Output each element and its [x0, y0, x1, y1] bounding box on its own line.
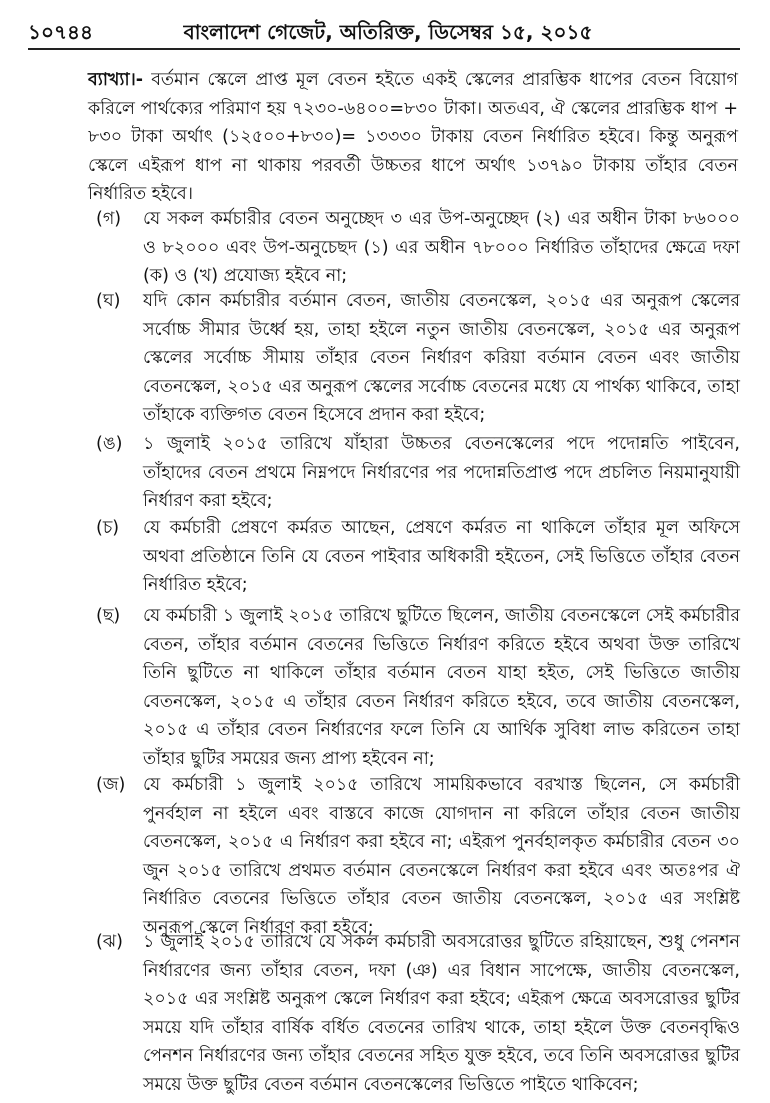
clause-label: (গ) [96, 209, 122, 229]
clause-text: ১ জুলাই ২০১৫ তারিখে যাঁহারা উচ্চতর বেতনস্কেলের পদে পদোন্নতি পাইবেন, তাঁহাদের বেতন প্রথমে নিম্নপদে নির্ধারণের পর পদোন্নতিপ্রাপ্ত পদে প্রচলিত নিয়মানুযায়ী নির্ধারণ করা হইবে; [143, 434, 740, 511]
explanation-label: ব্যাখ্যা।- [88, 70, 144, 90]
clause-text: যে কর্মচারী ১ জুলাই ২০১৫ তারিখে ছুটিতে ছিলেন, জাতীয় বেতনস্কেলে সেই কর্মচারীর বেতন, তাঁহার বর্তমান বেতনের ভিত্তিতে নির্ধারণ করিতে হইবে অথবা উক্ত তারিখে তিনি ছুটিতে না থাকিলে তাঁহার বর্তমান বেতন যাহা হইত, সেই ভিত্তিতে জাতীয় বেতনস্কেল, ২০১৫ এ তাঁহার বেতন নির্ধারণ করিতে হইবে, তবে জাতীয় বেতনস্কেল, ২০১৫ এ তাঁহার বেতন নির্ধারণের ফলে তিনি যে আর্থিক সুবিধা লাভ করিতেন তাহা তাঁহার ছুটির সময়ের জন্য প্রাপ্য হইবেন না; [143, 606, 740, 769]
clause-text: ১ জুলাই ২০১৫ তারিখে যে সকল কর্মচারী অবসরোত্তর ছুটিতে রহিয়াছেন, শুধু পেনশন নির্ধারণের জন্য তাঁহার বেতন, দফা (ঞ) এর বিধান সাপেক্ষে, জাতীয় বেতনস্কেল, ২০১৫ এর সংশ্লিষ্ট অনুরূপ স্কেলে নির্ধারণ করা হইবে; এইরূপ ক্ষেত্রে অবসরোত্তর ছুটির সময়ে যদি তাঁহার বার্ষিক বর্ধিত বেতনের তারিখ থাকে, তাহা হইলে উক্ত বেতনবৃদ্ধিও পেনশন নির্ধারণের জন্য তাঁহার বেতনের সহিত যুক্ত হইবে, তবে তিনি অবসরোত্তর ছুটির সময়ে উক্ত ছুটির বেতন বর্তমান বেতনস্কেলের ভিত্তিতে পাইতে থাকিবেন; [143, 932, 740, 1095]
running-title: বাংলাদেশ গেজেট, অতিরিক্ত, ডিসেম্বর ১৫, ২০১৫ [183, 20, 593, 44]
page-header [28, 14, 740, 50]
clause-label: (ঙ) [96, 434, 123, 454]
header-rule [28, 48, 740, 50]
clause-text: যে কর্মচারী প্রেষণে কর্মরত আছেন, প্রেষণে কর্মরত না থাকিলে তাঁহার মূল অফিসে অথবা প্রতিষ্ঠানে তিনি যে বেতন পাইবার অধিকারী হইতেন, সেই ভিত্তিতে তাঁহার বেতন নির্ধারিত হইবে; [143, 518, 740, 595]
clause-text: যে কর্মচারী ১ জুলাই ২০১৫ তারিখে সাময়িকভাবে বরখাস্ত ছিলেন, সে কর্মচারী পুনর্বহাল না হইলে এবং বাস্তবে কাজে যোগদান না করিলে তাঁহার বেতন জাতীয় বেতনস্কেল, ২০১৫ এ নির্ধারণ করা হইবে না; এইরূপ পুনর্বহালকৃত কর্মচারীর বেতন ৩০ জুন ২০১৫ তারিখে প্রথমত বর্তমান বেতনস্কেলে নির্ধারণ করা হইবে এবং অতঃপর ঐ নির্ধারিত বেতনের ভিত্তিতে তাঁহার বেতন জাতীয় বেতনস্কেল, ২০১৫ এর সংশ্লিষ্ট অনুরূপ স্কেলে নির্ধারণ করা হইবে; [143, 775, 740, 938]
clause-text: যদি কোন কর্মচারীর বর্তমান বেতন, জাতীয় বেতনস্কেল, ২০১৫ এর অনুরূপ স্কেলের সর্বোচ্চ সীমার উর্ধ্বে হয়, তাহা হইলে নতুন জাতীয় বেতনস্কেল, ২০১৫ এর অনুরূপ স্কেলের সর্বোচ্চ সীমায় তাঁহার বেতন নির্ধারণ করিয়া বর্তমান বেতন এবং জাতীয় বেতনস্কেল, ২০১৫ এর অনুরূপ স্কেলের সর্বোচ্চ বেতনের মধ্যে যে পার্থক্য থাকিবে, তাহা তাঁহাকে ব্যক্তিগত বেতন হিসেবে প্রদান করা হইবে; [143, 291, 740, 425]
clause-text: যে সকল কর্মচারীর বেতন অনুচ্ছেদ ৩ এর উপ-অনুচ্ছেদ (২) এর অধীন টাকা ৮৬০০০ ও ৮২০০০ এবং উপ-অনুচেছদ (১) এর অধীন ৭৮০০০ নির্ধারিত তাঁহাদের ক্ষেত্রে দফা (ক) ও (খ) প্রযোজ্য হইবে না; [143, 209, 740, 286]
clause-label: (ঘ) [96, 291, 121, 311]
clause-label: (ছ) [96, 606, 121, 626]
explanation-paragraph [88, 66, 738, 209]
page-number: ১০৭৪৪ [28, 20, 93, 44]
clause-label: (জ) [96, 775, 126, 795]
clause-label: (চ) [96, 518, 120, 538]
clause-label: (ঝ) [96, 932, 123, 952]
explanation-text: বর্তমান স্কেলে প্রাপ্ত মূল বেতন হইতে একই স্কেলের প্রারম্ভিক ধাপের বেতন বিয়োগ করিলে পার্থক্যের পরিমাণ হয় ৭২৩০-৬৪০০=৮৩০ টাকা। অতএব, ঐ স্কেলের প্রারম্ভিক ধাপ + ৮৩০ টাকা অর্থাৎ (১২৫০০+৮৩০)= ১৩৩৩০ টাকায় বেতন নির্ধারিত হইবে। কিন্তু অনুরূপ স্কেলে এইরূপ ধাপ না থাকায় পরবর্তী উচ্চতর ধাপে অর্থাৎ ১৩৭৯০ টাকায় তাঁহার বেতন নির্ধারিত হইবে। [88, 70, 738, 204]
